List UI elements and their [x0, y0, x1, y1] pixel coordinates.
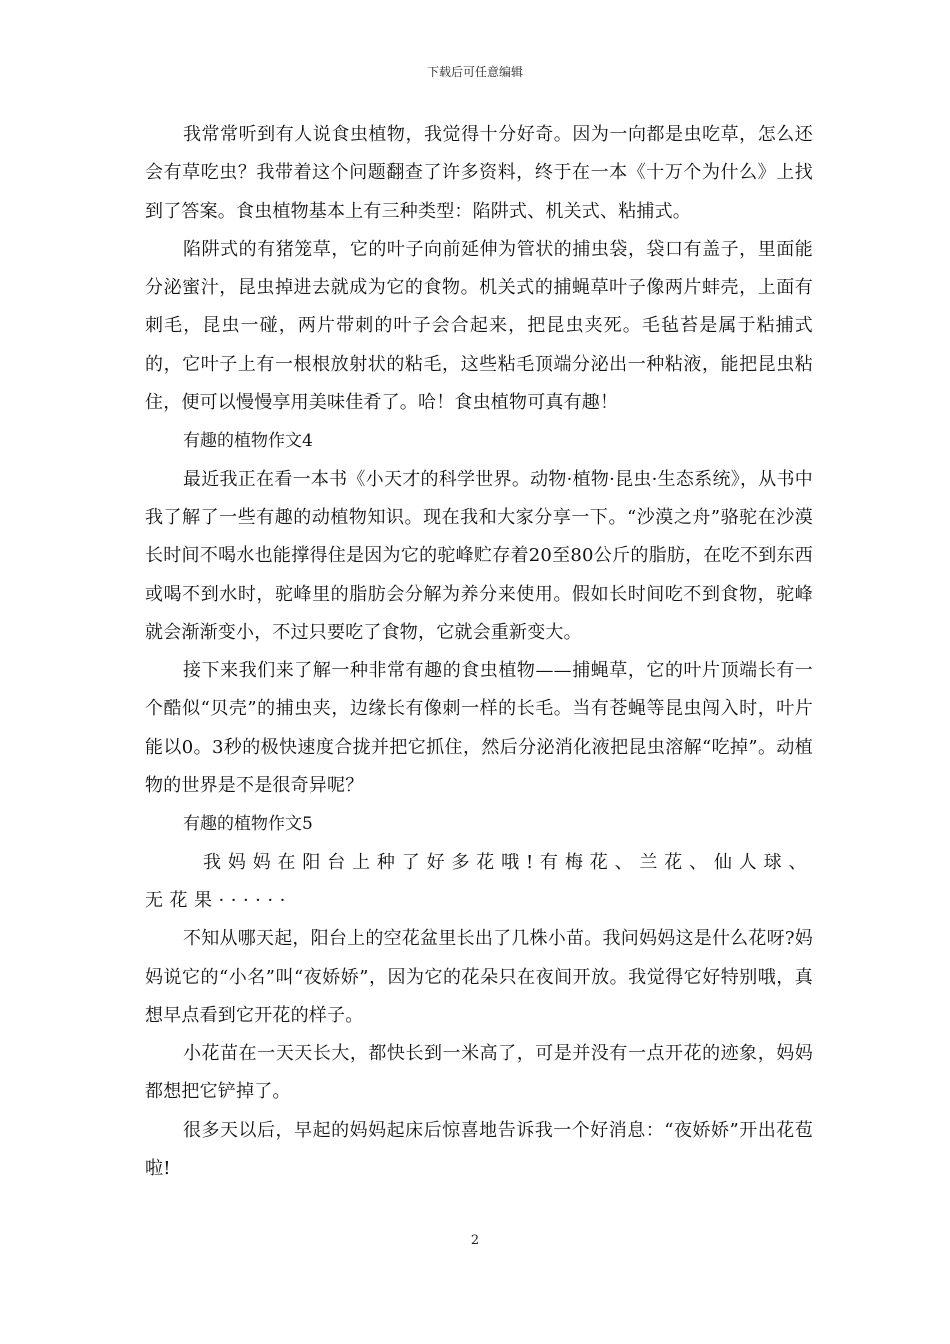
paragraph-camel-knowledge: 最近我正在看一本书《小天才的科学世界。动物·植物·昆虫·生态系统》，从书中我了解了一些有趣的动植物知识。现在我和大家分享一下。“沙漠之舟”骆驼在沙漠长时间不喝水也能撑得住是因为它的驼峰贮存着20至80公斤的脂肪，在吃不到东西或喝不到水时，驼峰里的脂肪会分解为养分来使用。假如长时间吃不到食物，驼峰就会渐渐变小，不过只要吃了食物，它就会重新变大。 — [145, 468, 813, 643]
document-body — [145, 116, 813, 1188]
page-number: 2 — [470, 1233, 480, 1248]
paragraph-flower-buds: 很多天以后，早起的妈妈起床后惊喜地告诉我一个好消息：“夜娇娇”开出花苞啦! — [145, 1119, 813, 1180]
paragraph-venus-flytrap: 接下来我们来了解一种非常有趣的食虫植物——捕蝇草，它的叶片顶端长有一个酷似“贝壳”的捕虫夹，边缘长有像刺一样的长毛。当有苍蝇等昆虫闯入时，叶片能以0。3秒的极快速度合拢并把它抓住，然后分泌消化液把昆虫溶解“吃掉”。动植物的世界是不是很奇异呢？ — [145, 660, 813, 797]
paragraph-night-flower-seedlings: 不知从哪天起，阳台上的空花盆里长出了几株小苗。我问妈妈这是什么花呀?妈妈说它的“小名”叫“夜娇娇”，因为它的花朵只在夜间开放。我觉得它好特别哦，真想早点看到它开花的样子。 — [145, 928, 813, 1026]
essay-heading-5: 有趣的植物作文5 — [183, 814, 313, 835]
essay-heading-4: 有趣的植物作文4 — [183, 431, 313, 452]
paragraph-carnivorous-plants-intro: 我常常听到有人说食虫植物，我觉得十分好奇。因为一向都是虫吃草，怎么还会有草吃虫？我带着这个问题翻查了许多资料，终于在一本《十万个为什么》上找到了答案。食虫植物基本上有三种类型：陷阱式、机关式、粘捕式。 — [145, 124, 813, 222]
page-header: 下载后可任意编辑 — [426, 65, 523, 79]
paragraph-seedling-growth: 小花苗在一天天长大，都快长到一米高了，可是并没有一点开花的迹象，妈妈都想把它铲掉了。 — [145, 1043, 813, 1103]
paragraph-carnivorous-plant-types: 陷阱式的有猪笼草，它的叶子向前延伸为管状的捕虫袋，袋口有盖子，里面能分泌蜜汁，昆虫掉进去就成为它的食物。机关式的捕蝇草叶子像两片蚌壳，上面有刺毛，昆虫一碰，两片带刺的叶子会合起来，把昆虫夹死。毛毡苔是属于粘捕式的，它叶子上有一根根放射状的粘毛，这些粘毛顶端分泌出一种粘液，能把昆虫粘住，便可以慢慢享用美味佳肴了。哈！食虫植物可真有趣！ — [145, 238, 813, 414]
paragraph-balcony-flowers: 我妈妈在阳台上种了好多花哦!有梅花、兰花、仙人球、无花果······ — [145, 851, 813, 911]
